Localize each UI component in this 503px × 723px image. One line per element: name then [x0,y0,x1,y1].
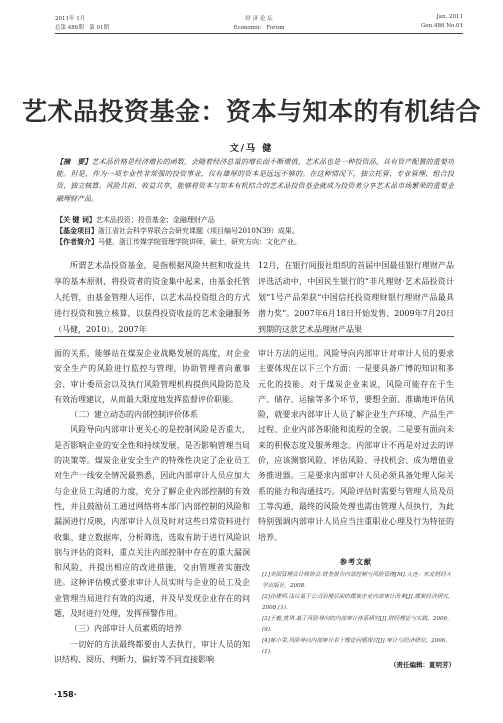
abstract-text: 艺术品价格是经济增长的函数，会随着经济总量的增长而不断增值。艺术品也是一种投资品，具有资产配置的重要功能。但是，作为一项专业性非常强的投资事业，仅有雄厚的资本是远远不够的。在这种情况下，独立托管、专业管理、组合投资、独立核算、风险共担、收益共享，能够将资本与知本有机结合的艺术品投资基金就成为投资者分享艺术品市场繁荣的重要金融理财产品。 [56,158,454,203]
body-paragraph-3: 一切好的方法最终都要由人去执行，审计人员的知识结构、阅历、判断力、偏好等不同直接影响 [54,639,250,664]
author-intro-text: 马健，浙江传媒学院管理学院讲师，硕士，研究方向：文化产业。 [98,238,301,246]
responsible-editor: （责任编辑：夏明芳） [390,661,455,669]
article-author: 文/马 健 [229,144,274,154]
section-heading-3: （三）内部审计人员素质的培养 [70,624,182,634]
keywords-tag: 【关 键 词】 [56,215,96,224]
body-paragraph-1: 面的关系，能够站在煤炭企业战略发展的高度，对企业安全生产的风险进行监控与管理，协助管理者向董事会、审计委员会以及执行风险管理机构提供风险防范及有效治理建议，从而最大限度地发挥监督评价职能。 [54,349,250,404]
reference-item: [4]郝小荣.风险导向内部审计若干理论问题探讨[J].审计与经济研究，2006,(1). [262,638,448,655]
intro-right-column [258,258,454,338]
reference-item: [1]美国管理会计师协会.财务报告内部控制与风险管理[M].大连：东北财经大学出版社，2008. [262,572,452,589]
keywords-text: 艺术品投资；投资基金；金融理财产品 [95,216,215,224]
article-title: 艺术品投资基金：资本与知本的有机结合 [21,97,481,126]
reference-item: [3]王毅,黄琪.基于风险导向的内部审计体系研究[J].财经理论与实践，2006,(9). [262,616,449,633]
intro-left-column [54,258,250,338]
fund-text: 浙江省社会科学界联合会研究课题（项目编号2010N39）成果。 [98,227,299,235]
author-intro-tag: 【作者简介】 [56,237,98,246]
header-journal-en: Economic Forum [233,25,285,31]
intro-right-paragraph: 12月，在银行间报社组织的首届中国最佳银行理财产品评选活动中，中国民生银行的“非凡理财·艺术品投资计划”1号产品荣获“中国信托投资理财银行理财产品最具潜力奖”。2007年6月18日开始发售、2009年7月20日到期的这款艺术品理财产品果 [258,261,454,334]
header-date: 2011年 1月 [55,16,86,22]
header-journal-cn: 经 济 论 坛 [245,16,273,22]
references-list [262,570,454,658]
body-right-paragraph: 审计方法的运用。风险导向内部审计对审计人员的要求主要体现在以下三个方面：一是要具备广博的知识和多元化的技能。对于煤炭企业来说，风险可能存在于生产、储存、运输等多个环节，要想全面、准确地评估风险，就要求内部审计人员了解企业生产环境、产品生产过程、企业内部各职能和流程的全貌。二是要有面向未来的积极态度及服务理念。内部审计不再是对过去的评价，应该测察风险、评估风险、寻找机会、成为增值业务推进器。三是要求内部审计人员必须具备处理人际关系的能力和沟通技巧。风险评估时需要与管理人员及员工等沟通，最终的风险处理也需由管理人员执行，为此特别强调内部审计人员应当注重职业心理及行为特征的培养。 [258,349,454,542]
header-rule [55,33,463,34]
body-right-column [258,346,454,545]
running-header [55,14,463,36]
header-issue: 总第 486期 第 01期 [55,25,109,31]
abstract [56,156,454,217]
header-date-en: Jan. 2011 [436,14,463,20]
body-left-column [54,346,250,686]
page-number: ·158· [54,690,77,699]
body-paragraph-2: 风险导向内部审计更关心的是控制风险是否重大，是否影响企业的安全性和持续发展，是否影响管理当局的决策等。煤炭企业安全生产的特殊性决定了企业员工对生产一线安全情况最熟悉，因此内部审计人员应加大与企业员工沟通的力度，充分了解企业内部控制的有效性，并且鼓励员工通过网络将本部门内部控制的风险和漏洞进行反映，内部审计人员及时对这些日常资料进行收集、建立数据库，分析筛选，选取有助于进行风险识别与评估的资料，重点关注内部控制中存在的重大漏洞和风险，并提出相应的改进措施，交由管理者实施改进。这种评估模式要求审计人员实时与企业的员工及企业管理当局进行有效的沟通，并及早发现企业存在的问题，及时进行处理，发挥预警作用。 [54,425,250,619]
intro-left-paragraph: 所谓艺术品投资基金，是指根据风险共担和收益共享的基本原则，将投资者的资金集中起来，由基金托管人托管，由基金管理人运作，以艺术品投资组合的方式进行投资和独立核算，以获得投资收益的艺术金融服务（马健，2010）。2007年 [54,261,250,334]
references-title: 参考文献 [340,557,372,566]
reference-item: [2]孙建明.浅议基于公司治理层面的煤炭企业内部审计改革[J].煤炭经济研究，2008,(1). [262,594,454,611]
section-divider [54,336,454,337]
abstract-tag: 【摘 要】 [56,157,92,166]
header-issue-en: Gen.486 No.01 [421,23,463,29]
author-intro [56,236,454,248]
fund-tag: 【基金项目】 [56,226,98,235]
section-heading-2: （二）建立动态的内部控制评价体系 [70,410,198,420]
